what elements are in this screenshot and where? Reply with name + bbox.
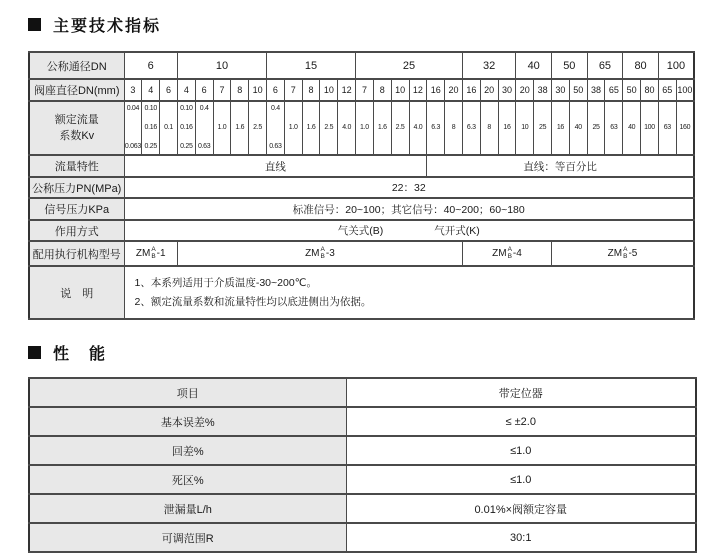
nominal-diameter-row	[29, 52, 694, 79]
seat-diameter-cell: 16	[427, 79, 445, 101]
main-spec-table	[28, 51, 695, 320]
seat-diameter-cell: 8	[302, 79, 320, 101]
seat-diameter-cell: 80	[641, 79, 659, 101]
kv-value-cell: 1.6	[373, 101, 391, 155]
seat-diameter-cell: 50	[623, 79, 641, 101]
perf-value-hysteresis: ≤1.0	[346, 436, 696, 465]
seat-diameter-cell: 65	[605, 79, 623, 101]
dn-group-cell: 65	[587, 52, 623, 79]
kv-value-cell: 8	[445, 101, 463, 155]
flow-coefficient-label-line1: 额定流量	[54, 113, 99, 126]
seat-diameter-cell: 12	[409, 79, 427, 101]
seat-diameter-cell: 12	[338, 79, 356, 101]
seat-diameter-cell: 10	[320, 79, 338, 101]
perf-value-rangeability: 30:1	[346, 523, 696, 552]
seat-diameter-cell: 3	[124, 79, 142, 101]
kv-value-cell: 40	[569, 101, 587, 155]
performance-section	[28, 341, 697, 553]
perf-row-leakage	[29, 494, 696, 523]
seat-diameter-cell: 7	[284, 79, 302, 101]
dn-group-cell: 40	[516, 52, 552, 79]
kv-value-cell: 10	[516, 101, 534, 155]
kv-value-cell: 1.6	[302, 101, 320, 155]
perf-row-header	[29, 378, 696, 407]
perf-value-basic-error: ≤ ±2.0	[346, 407, 696, 436]
flow-coefficient-label	[29, 101, 124, 155]
main-spec-title	[28, 13, 695, 36]
seat-diameter-cell: 38	[587, 79, 605, 101]
actuator-model-label: 配用执行机构型号	[29, 241, 124, 266]
kv-value-cell: 63	[605, 101, 623, 155]
flow-characteristic-label: 流量特性	[29, 155, 124, 177]
nominal-pressure-value: 22：32	[124, 177, 694, 198]
seat-diameter-cell: 10	[249, 79, 267, 101]
signal-pressure-label: 信号压力KPa	[29, 198, 124, 220]
perf-item-dead-zone: 死区%	[29, 465, 346, 494]
seat-diameter-cell: 20	[445, 79, 463, 101]
seat-diameter-cell: 16	[462, 79, 480, 101]
flow-characteristic-row	[29, 155, 694, 177]
actuator-model-cell: ZM A B -5	[552, 241, 695, 266]
action-mode-row	[29, 220, 694, 241]
perf-item-rangeability: 可调范围R	[29, 523, 346, 552]
seat-diameter-cell: 38	[534, 79, 552, 101]
kv-value-cell: 2.5	[320, 101, 338, 155]
square-bullet-icon	[28, 18, 41, 31]
kv-value-cell: 25	[587, 101, 605, 155]
actuator-model-cell: ZM A B -1	[124, 241, 177, 266]
kv-value-cell: 4.0	[409, 101, 427, 155]
kv-value-cell: 1.0	[213, 101, 231, 155]
dn-group-cell: 50	[552, 52, 588, 79]
seat-diameter-cell: 6	[267, 79, 285, 101]
dn-group-cell: 80	[623, 52, 659, 79]
action-mode-value	[124, 220, 694, 241]
note-line-2: 2、额定流量系数和流量特性均以底进侧出为依据。	[134, 295, 372, 308]
kv-value-cell: 8	[480, 101, 498, 155]
actuator-model-cell: ZM A B -4	[462, 241, 551, 266]
seat-diameter-row	[29, 79, 694, 101]
signal-pressure-value: 标准信号：20~100；其它信号：40~200；60~180	[124, 198, 694, 220]
kv-value-cell: 4.0	[338, 101, 356, 155]
dn-group-cell: 100	[658, 52, 694, 79]
seat-diameter-cell: 65	[658, 79, 676, 101]
main-spec-section	[28, 13, 695, 320]
flow-coefficient-label-line2: 系数Kv	[59, 130, 95, 142]
perf-row-hysteresis	[29, 436, 696, 465]
nominal-diameter-label: 公称通径DN	[29, 52, 124, 79]
kv-value-cell: 1.0	[356, 101, 374, 155]
kv-value-cell: 40	[623, 101, 641, 155]
flow-coefficient-row	[29, 101, 694, 155]
seat-diameter-cell: 6	[160, 79, 178, 101]
note-line-1: 1、本系列适用于介质温度-30~200℃。	[134, 277, 317, 290]
notes-row	[29, 266, 694, 319]
seat-diameter-cell: 4	[177, 79, 195, 101]
seat-diameter-cell: 100	[676, 79, 694, 101]
action-mode-close: 气关式(B)	[337, 225, 384, 237]
dn-group-cell: 32	[462, 52, 515, 79]
seat-diameter-cell: 4	[142, 79, 160, 101]
seat-diameter-cell: 20	[516, 79, 534, 101]
kv-value-cell: 1.0	[284, 101, 302, 155]
kv-value-cell: 6.3	[427, 101, 445, 155]
perf-value-leakage: 0.01%×阀额定容量	[346, 494, 696, 523]
signal-pressure-row	[29, 198, 694, 220]
kv-value-cell: 2.5	[391, 101, 409, 155]
kv-value-cell: 0.10 0.16 0.25	[177, 101, 195, 155]
square-bullet-icon	[28, 346, 41, 359]
nominal-pressure-row	[29, 177, 694, 198]
dn-group-cell: 10	[177, 52, 266, 79]
seat-diameter-cell: 30	[498, 79, 516, 101]
performance-title-text: 性 能	[53, 346, 108, 363]
seat-diameter-cell: 20	[480, 79, 498, 101]
kv-value-cell: 63	[658, 101, 676, 155]
perf-item-leakage: 泄漏量L/h	[29, 494, 346, 523]
seat-diameter-cell: 6	[195, 79, 213, 101]
kv-value-cell: 160	[676, 101, 694, 155]
dn-group-cell: 25	[356, 52, 463, 79]
seat-diameter-label: 阀座直径DN(mm)	[29, 79, 124, 101]
kv-value-cell: 2.5	[249, 101, 267, 155]
notes-label: 说 明	[29, 266, 124, 319]
performance-title	[28, 341, 697, 364]
kv-value-cell: 16	[552, 101, 570, 155]
perf-value-header: 带定位器	[346, 378, 696, 407]
seat-diameter-cell: 50	[569, 79, 587, 101]
kv-value-cell: 1.6	[231, 101, 249, 155]
kv-value-cell: 25	[534, 101, 552, 155]
seat-diameter-cell: 30	[552, 79, 570, 101]
perf-value-dead-zone: ≤1.0	[346, 465, 696, 494]
dn-group-cell: 6	[124, 52, 177, 79]
kv-value-cell: 0.04 0.063	[124, 101, 142, 155]
dn-group-cell: 15	[267, 52, 356, 79]
perf-item-basic-error: 基本误差%	[29, 407, 346, 436]
kv-value-cell: 16	[498, 101, 516, 155]
flow-characteristic-cell: 直线	[124, 155, 427, 177]
kv-value-cell: 6.3	[462, 101, 480, 155]
seat-diameter-cell: 8	[231, 79, 249, 101]
main-spec-title-text: 主要技术指标	[53, 18, 162, 35]
kv-value-cell: 0.1	[160, 101, 178, 155]
perf-item-header: 项目	[29, 378, 346, 407]
seat-diameter-cell: 7	[356, 79, 374, 101]
nominal-pressure-label: 公称压力PN(MPa)	[29, 177, 124, 198]
kv-value-cell: 0.10 0.16 0.25	[142, 101, 160, 155]
perf-row-basic-error	[29, 407, 696, 436]
seat-diameter-cell: 8	[373, 79, 391, 101]
seat-diameter-cell: 10	[391, 79, 409, 101]
kv-value-cell: 100	[641, 101, 659, 155]
seat-diameter-cell: 7	[213, 79, 231, 101]
kv-value-cell: 0.4 0.63	[267, 101, 285, 155]
performance-table	[28, 377, 697, 553]
action-mode-open: 气开式(K)	[434, 225, 480, 237]
perf-row-dead-zone	[29, 465, 696, 494]
notes-value	[124, 266, 694, 319]
perf-row-rangeability	[29, 523, 696, 552]
actuator-model-cell: ZM A B -3	[177, 241, 462, 266]
kv-value-cell: 0.4 0.63	[195, 101, 213, 155]
action-mode-label: 作用方式	[29, 220, 124, 241]
flow-characteristic-cell: 直线：等百分比	[427, 155, 694, 177]
perf-item-hysteresis: 回差%	[29, 436, 346, 465]
actuator-model-row	[29, 241, 694, 266]
